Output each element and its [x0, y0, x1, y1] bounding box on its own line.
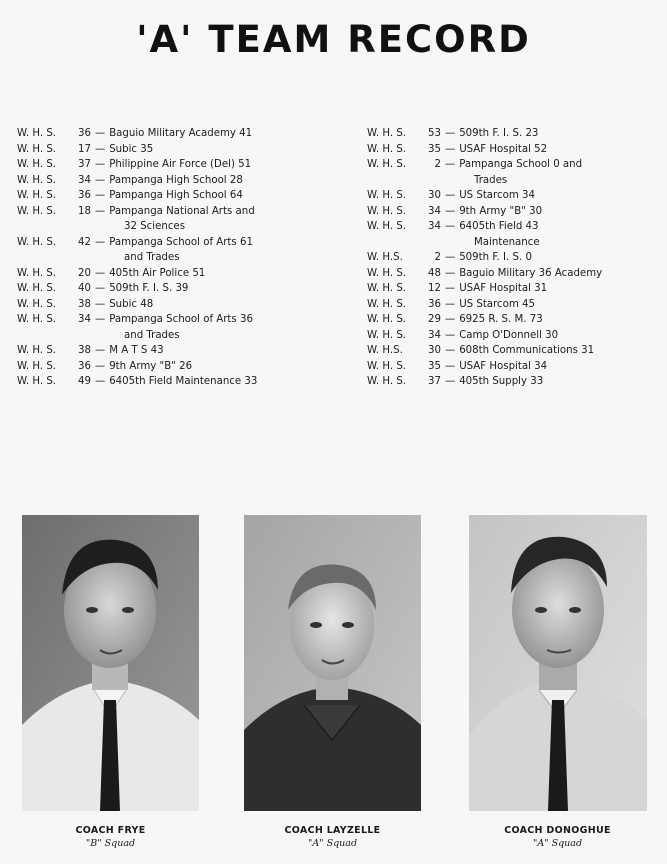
record-row	[17, 173, 317, 189]
team-name: W. H.S.	[367, 345, 403, 356]
opponent-score: Pampanga School of Arts 61	[109, 236, 253, 248]
dash-separator: —	[445, 267, 456, 279]
coach-name: COACH DONOGHUE	[504, 825, 611, 836]
team-name: W. H. S.	[367, 360, 407, 372]
dash-separator: —	[445, 360, 456, 372]
team-name: W. H. S.	[17, 283, 57, 294]
team-score: 12	[428, 283, 441, 294]
team-score: 38	[78, 298, 91, 310]
opponent-score: 405th Air Police 51	[109, 267, 206, 279]
opponent-score: 509th F. I. S. 0	[459, 252, 532, 263]
team-name: W. H. S.	[17, 174, 57, 186]
opponent-continuation: Trades	[474, 174, 508, 186]
opponent-score: US Starcom 34	[459, 190, 535, 201]
dash-separator: —	[445, 345, 456, 356]
team-name: W. H. S.	[367, 128, 407, 139]
opponent-score: Baguio Military 36 Academy	[459, 267, 603, 279]
opponent-score: USAF Hospital 52	[459, 143, 548, 155]
team-name: W. H. S.	[367, 314, 407, 325]
team-score: 34	[78, 174, 91, 186]
team-score: 2	[434, 159, 441, 170]
dash-separator: —	[445, 283, 456, 294]
opponent-score: 509th F. I. S. 39	[109, 283, 189, 294]
dash-separator: —	[445, 143, 456, 155]
record-row	[367, 297, 657, 313]
record-row	[17, 359, 317, 375]
opponent-continuation: Maintenance	[474, 236, 540, 248]
record-row	[17, 204, 317, 220]
team-score: 36	[78, 128, 91, 139]
dash-separator: —	[95, 159, 106, 170]
team-name: W. H. S.	[367, 205, 407, 217]
opponent-score: Camp O'Donnell 30	[459, 329, 559, 341]
coach-name: COACH FRYE	[75, 825, 146, 836]
opponent-score: 405th Supply 33	[459, 376, 544, 387]
record-row	[17, 281, 317, 297]
team-name: W. H. S.	[17, 360, 57, 372]
record-row	[17, 343, 317, 359]
record-list-left	[17, 126, 317, 390]
opponent-score: US Starcom 45	[459, 298, 535, 310]
dash-separator: —	[95, 174, 106, 186]
opponent-score: USAF Hospital 34	[459, 360, 548, 372]
dash-separator: —	[95, 267, 106, 279]
opponent-score: 9th Army "B" 30	[459, 205, 543, 217]
record-row	[367, 312, 657, 328]
team-score: 29	[428, 314, 441, 325]
team-name: W. H. S.	[17, 159, 57, 170]
dash-separator: —	[445, 329, 456, 341]
record-row	[367, 328, 657, 344]
team-name: W. H. S.	[17, 298, 57, 310]
dash-separator: —	[95, 314, 106, 325]
team-score: 30	[428, 345, 441, 356]
opponent-score: Subic 35	[109, 143, 154, 155]
team-score: 37	[428, 376, 441, 387]
dash-separator: —	[445, 190, 456, 201]
dash-separator: —	[95, 298, 106, 310]
coach-photo-frye	[22, 515, 199, 811]
team-score: 36	[428, 298, 441, 310]
opponent-score: Pampanga High School 28	[109, 174, 243, 186]
team-score: 48	[428, 267, 441, 279]
opponent-score: Pampanga National Arts and	[109, 205, 255, 217]
record-row	[367, 266, 657, 282]
team-score: 37	[78, 159, 91, 170]
record-row	[17, 142, 317, 158]
team-score: 35	[428, 143, 441, 155]
team-score: 34	[78, 314, 91, 325]
team-name: W. H. S.	[367, 329, 407, 341]
record-row	[367, 343, 657, 359]
record-row	[367, 204, 657, 220]
page-title: 'A' TEAM RECORD	[136, 18, 531, 61]
team-name: W. H. S.	[17, 267, 57, 279]
dash-separator: —	[445, 205, 456, 217]
team-name: W. H. S.	[17, 345, 57, 356]
team-score: 18	[78, 205, 91, 217]
dash-separator: —	[95, 128, 106, 139]
record-row	[367, 157, 657, 173]
coach-squad: "B" Squad	[85, 838, 136, 849]
dash-separator: —	[95, 283, 106, 294]
team-name: W. H. S.	[17, 190, 57, 201]
dash-separator: —	[95, 345, 106, 356]
team-name: W. H. S.	[17, 143, 57, 155]
team-score: 42	[78, 236, 91, 248]
team-score: 49	[78, 376, 91, 387]
record-row	[367, 188, 657, 204]
coach-name: COACH LAYZELLE	[284, 825, 381, 836]
coach-caption-layzelle	[244, 824, 421, 850]
dash-separator: —	[95, 190, 106, 201]
record-row	[367, 126, 657, 142]
opponent-continuation: and Trades	[124, 329, 180, 341]
team-score: 20	[78, 267, 91, 279]
opponent-score: Pampanga School 0 and	[459, 159, 583, 170]
dash-separator: —	[445, 314, 456, 325]
opponent-score: 509th F. I. S. 23	[459, 128, 539, 139]
team-name: W. H. S.	[17, 236, 57, 248]
team-score: 34	[428, 329, 441, 341]
dash-separator: —	[445, 298, 456, 310]
team-score: 34	[428, 221, 441, 232]
opponent-score: 6405th Field 43	[459, 221, 539, 232]
opponent-score: M A T S 43	[109, 345, 164, 356]
dash-separator: —	[445, 128, 456, 139]
team-score: 35	[428, 360, 441, 372]
team-name: W. H. S.	[17, 205, 57, 217]
team-name: W. H. S.	[17, 314, 57, 325]
team-name: W. H. S.	[17, 128, 57, 139]
opponent-score: 608th Communications 31	[459, 345, 595, 356]
opponent-score: 6405th Field Maintenance 33	[109, 376, 258, 387]
coach-squad: "A" Squad	[307, 838, 358, 849]
team-name: W. H. S.	[367, 159, 407, 170]
record-row	[367, 250, 657, 266]
record-row	[17, 374, 317, 390]
team-name: W. H. S.	[367, 190, 407, 201]
team-name: W. H.S.	[367, 252, 403, 263]
dash-separator: —	[445, 159, 456, 170]
dash-separator: —	[95, 376, 106, 387]
record-row	[17, 126, 317, 142]
dash-separator: —	[95, 236, 106, 248]
team-score: 36	[78, 190, 91, 201]
team-score: 53	[428, 128, 441, 139]
team-name: W. H. S.	[367, 298, 407, 310]
record-row	[17, 297, 317, 313]
opponent-score: Baguio Military Academy 41	[109, 128, 253, 139]
record-row	[17, 266, 317, 282]
opponent-score: Pampanga School of Arts 36	[109, 314, 253, 325]
opponent-continuation: 32 Sciences	[124, 221, 186, 232]
record-row	[17, 312, 317, 328]
team-name: W. H. S.	[367, 267, 407, 279]
opponent-score: 9th Army "B" 26	[109, 360, 193, 372]
team-score: 36	[78, 360, 91, 372]
opponent-score: Philippine Air Force (Del) 51	[109, 159, 252, 170]
opponent-score: USAF Hospital 31	[459, 283, 548, 294]
record-row	[17, 188, 317, 204]
opponent-score: Subic 48	[109, 298, 154, 310]
coach-photo-layzelle	[244, 515, 421, 811]
coach-squad: "A" Squad	[532, 838, 583, 849]
record-row	[17, 235, 317, 251]
coach-photo-donoghue	[469, 515, 647, 811]
record-list-right	[367, 126, 657, 390]
dash-separator: —	[445, 252, 456, 263]
team-name: W. H. S.	[367, 221, 407, 232]
coach-caption-donoghue	[469, 824, 646, 850]
record-row	[367, 374, 657, 390]
opponent-score: 6925 R. S. M. 73	[459, 314, 543, 325]
team-name: W. H. S.	[367, 376, 407, 387]
record-row	[367, 281, 657, 297]
team-name: W. H. S.	[17, 376, 57, 387]
team-score: 34	[428, 205, 441, 217]
record-row	[17, 157, 317, 173]
opponent-continuation: and Trades	[124, 252, 180, 263]
record-row	[367, 142, 657, 158]
opponent-score: Pampanga High School 64	[109, 190, 243, 201]
dash-separator: —	[445, 221, 456, 232]
team-score: 38	[78, 345, 91, 356]
record-row	[367, 359, 657, 375]
team-score: 30	[428, 190, 441, 201]
team-score: 17	[78, 143, 91, 155]
team-name: W. H. S.	[367, 283, 407, 294]
dash-separator: —	[95, 205, 106, 217]
dash-separator: —	[95, 143, 106, 155]
team-score: 40	[78, 283, 91, 294]
dash-separator: —	[445, 376, 456, 387]
coach-caption-frye	[22, 824, 199, 850]
team-name: W. H. S.	[367, 143, 407, 155]
dash-separator: —	[95, 360, 106, 372]
team-score: 2	[434, 252, 441, 263]
record-row	[367, 219, 657, 235]
